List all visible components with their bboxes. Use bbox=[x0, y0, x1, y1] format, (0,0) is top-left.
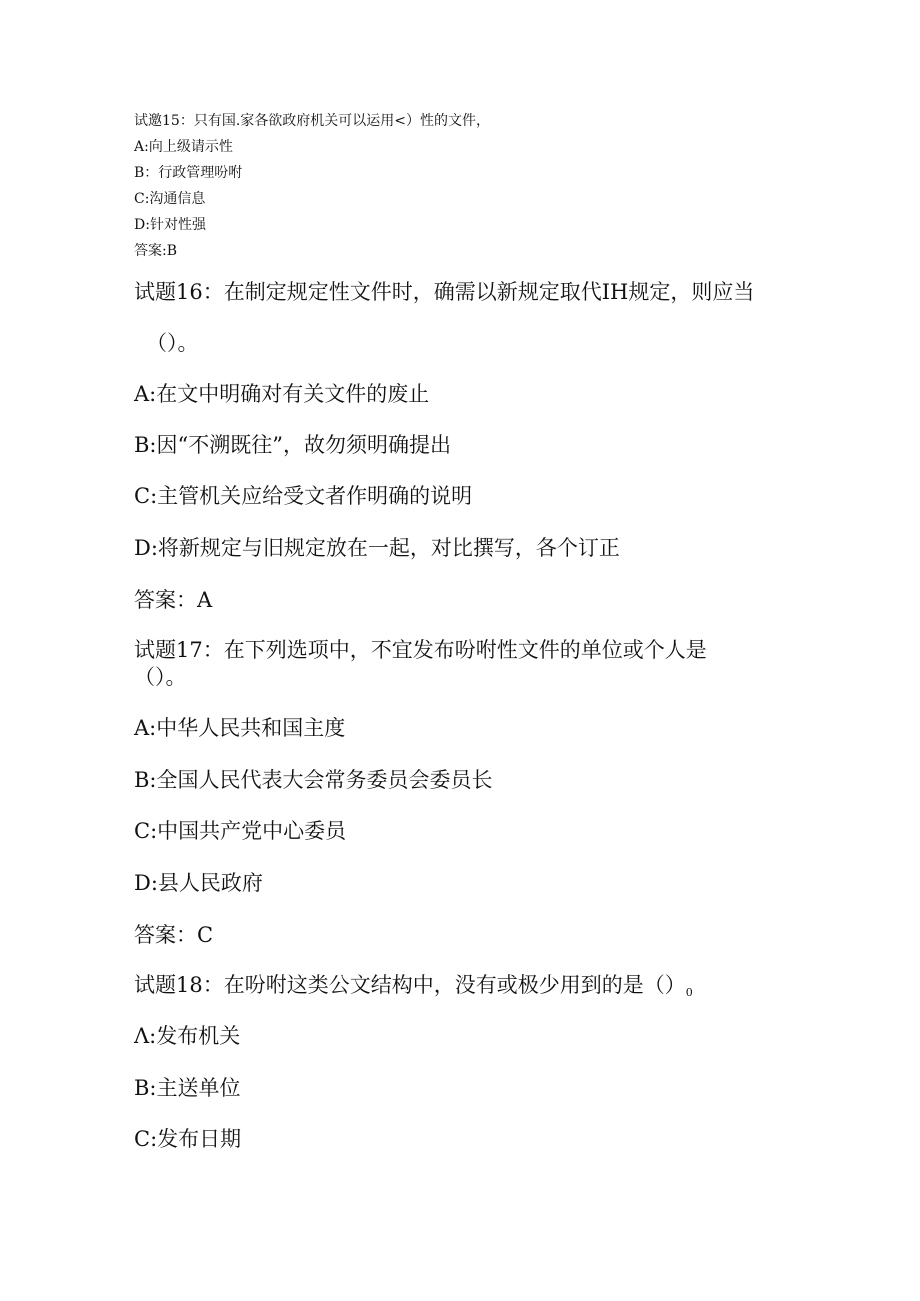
question-17-option-b: B:全国人民代表大会常务委员会委员长 bbox=[134, 768, 493, 792]
question-17-title-continued: （）。 bbox=[134, 665, 187, 689]
question-17-option-c: C:中国共产党中心委员 bbox=[134, 819, 347, 843]
question-18-title bbox=[134, 972, 693, 1006]
question-16-title-continued: （）。 bbox=[146, 331, 199, 355]
question-17-answer: 答案：C bbox=[134, 923, 214, 947]
question-18-option-a: Λ:发布机关 bbox=[134, 1024, 241, 1048]
question-16-option-c: C:主管机关应给受文者作明确的说明 bbox=[134, 484, 473, 508]
question-15-option-a: A:向上级请示性 bbox=[134, 139, 233, 155]
question-18-option-b: B:主送单位 bbox=[134, 1076, 241, 1100]
question-15-option-b: B：行政管理吩咐 bbox=[134, 165, 243, 181]
question-16-option-b: B:因“不溯既往”，故勿须明确提出 bbox=[134, 433, 451, 457]
question-15-answer: 答案:B bbox=[134, 243, 178, 259]
question-16-answer: 答案：A bbox=[134, 588, 213, 612]
question-18-option-c: C:发布日期 bbox=[134, 1127, 242, 1151]
question-18-title-text: 试题18：在吩咐这类公文结构中，没有或极少用到的是（） bbox=[134, 973, 686, 997]
question-16-option-d: D:将新规定与旧规定放在一起，对比撰写，各个订正 bbox=[134, 536, 620, 560]
question-18-title-suffix: 0 bbox=[685, 986, 693, 999]
question-16-title: 试题16：在制定规定性文件时，确需以新规定取代IH规定，则应当 bbox=[134, 280, 755, 304]
question-16-option-a: A:在文中明确对有关文件的废止 bbox=[134, 382, 430, 406]
question-15-title: 试邀15：只有国.家各欲政府机关可以运用<）性的文件， bbox=[134, 113, 490, 129]
question-17-option-a: A:中华人民共和国主度 bbox=[134, 716, 346, 740]
question-15-option-c: C:沟通信息 bbox=[134, 191, 206, 207]
question-15-option-d: D:针对性强 bbox=[134, 217, 206, 233]
question-17-option-d: D:县人民政府 bbox=[134, 871, 263, 895]
question-17-title: 试题17：在下列选项中，不宜发布吩咐性文件的单位或个人是 bbox=[134, 638, 707, 662]
